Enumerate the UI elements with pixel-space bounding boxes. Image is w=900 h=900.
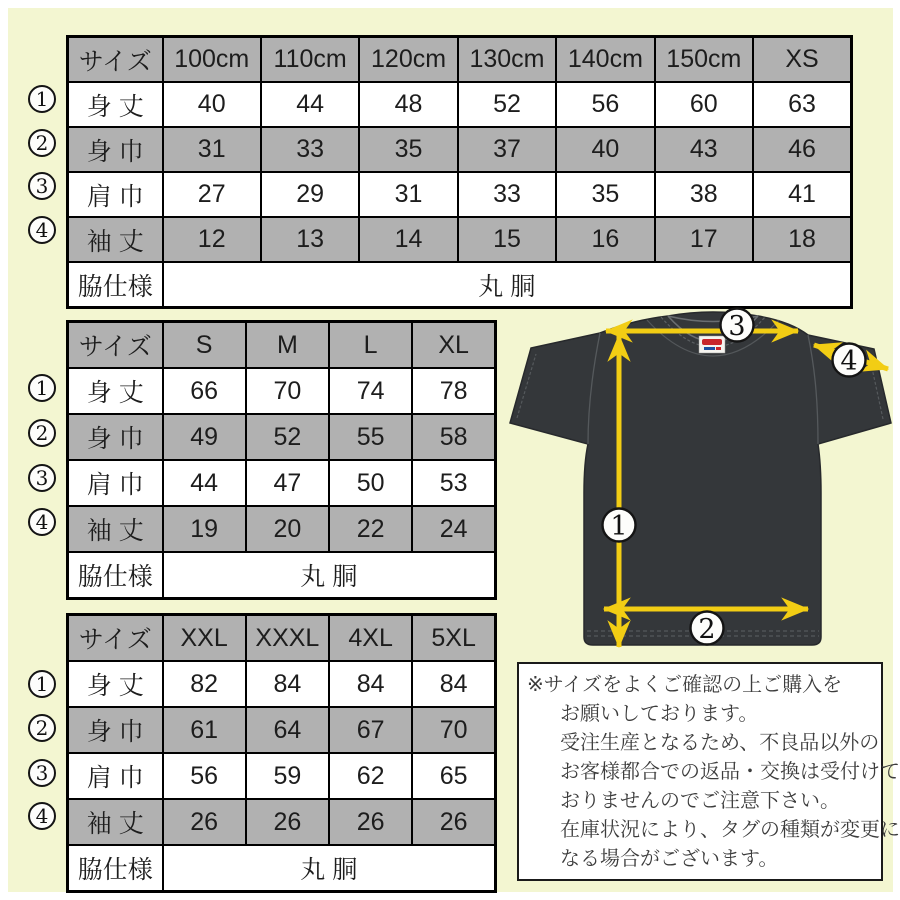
diagram-marker-2 — [691, 612, 724, 646]
size-table-kids — [66, 35, 853, 309]
value-cell: 31 — [163, 127, 261, 172]
column-header-cell: 130cm — [458, 37, 556, 83]
value-cell: 47 — [246, 460, 329, 506]
value-cell: 19 — [163, 506, 246, 552]
value-cell: 84 — [246, 661, 329, 707]
value-cell: 84 — [412, 661, 495, 707]
row-label: 身 巾 — [68, 414, 163, 460]
value-cell: 27 — [163, 172, 261, 217]
row-marker-2: 2 — [28, 419, 56, 447]
value-cell: 13 — [261, 217, 359, 262]
measurement-row — [68, 217, 852, 262]
header-row — [68, 322, 496, 369]
side-spec-row — [68, 262, 852, 308]
value-cell: 65 — [412, 753, 495, 799]
side-spec-label: 脇仕様 — [68, 262, 163, 308]
row-label: 身 丈 — [68, 661, 163, 707]
value-cell: 37 — [458, 127, 556, 172]
row-marker-4: 4 — [28, 802, 56, 830]
row-marker-1: 1 — [28, 670, 56, 698]
measurement-row — [68, 172, 852, 217]
value-cell: 14 — [359, 217, 457, 262]
size-table-adult — [66, 320, 497, 600]
value-cell: 78 — [412, 368, 495, 414]
value-cell: 44 — [163, 460, 246, 506]
measurement-row — [68, 127, 852, 172]
value-cell: 50 — [329, 460, 412, 506]
column-header-cell: XL — [412, 322, 495, 369]
side-spec-value: 丸 胴 — [163, 262, 852, 308]
size-table-large — [66, 613, 497, 893]
column-header-cell: 100cm — [163, 37, 261, 83]
value-cell: 56 — [556, 82, 654, 127]
value-cell: 84 — [329, 661, 412, 707]
value-cell: 15 — [458, 217, 556, 262]
value-cell: 56 — [163, 753, 246, 799]
diagram-marker-3 — [721, 309, 754, 343]
row-marker-1: 1 — [28, 85, 56, 113]
measurement-row — [68, 460, 496, 506]
row-marker-3: 3 — [28, 464, 56, 492]
column-header-cell: M — [246, 322, 329, 369]
value-cell: 38 — [655, 172, 753, 217]
value-cell: 44 — [261, 82, 359, 127]
column-header-cell: 110cm — [261, 37, 359, 83]
note-line: 受注生産となるため、不良品以外の — [560, 732, 880, 754]
value-cell: 49 — [163, 414, 246, 460]
value-cell: 63 — [753, 82, 851, 127]
measurement-row — [68, 506, 496, 552]
header-row — [68, 37, 852, 83]
row-label: 身 巾 — [68, 707, 163, 753]
diagram-marker-4-label: 4 — [840, 346, 858, 377]
diagram-marker-2-label: 2 — [698, 614, 716, 645]
value-cell: 48 — [359, 82, 457, 127]
value-cell: 22 — [329, 506, 412, 552]
value-cell: 61 — [163, 707, 246, 753]
value-cell: 55 — [329, 414, 412, 460]
size-table-kids-block — [66, 35, 853, 309]
column-header-cell: 150cm — [655, 37, 753, 83]
column-header-cell: XXL — [163, 615, 246, 662]
row-marker-2: 2 — [28, 129, 56, 157]
value-cell: 24 — [412, 506, 495, 552]
size-header-cell: サイズ — [68, 322, 163, 369]
note-line: おりませんのでご注意下さい。 — [560, 790, 840, 812]
row-marker-1: 1 — [28, 374, 56, 402]
column-header-cell: 120cm — [359, 37, 457, 83]
row-marker-2: 2 — [28, 714, 56, 742]
note-line: お客様都合での返品・交換は受付けて — [560, 761, 900, 783]
note-line: ※サイズをよくご確認の上ご購入を — [527, 674, 843, 696]
value-cell: 60 — [655, 82, 753, 127]
value-cell: 31 — [359, 172, 457, 217]
value-cell: 66 — [163, 368, 246, 414]
value-cell: 59 — [246, 753, 329, 799]
row-marker-3: 3 — [28, 172, 56, 200]
value-cell: 41 — [753, 172, 851, 217]
value-cell: 43 — [655, 127, 753, 172]
value-cell: 67 — [329, 707, 412, 753]
purchase-note-box — [517, 662, 900, 881]
value-cell: 26 — [246, 799, 329, 845]
value-cell: 52 — [246, 414, 329, 460]
value-cell: 33 — [458, 172, 556, 217]
row-label: 袖 丈 — [68, 506, 163, 552]
diagram-marker-3-label: 3 — [728, 311, 746, 342]
value-cell: 26 — [163, 799, 246, 845]
row-marker-4: 4 — [28, 216, 56, 244]
side-spec-value: 丸 胴 — [163, 845, 496, 892]
diagram-marker-1 — [603, 509, 636, 543]
side-spec-value: 丸 胴 — [163, 552, 496, 599]
diagram-marker-4 — [833, 344, 866, 378]
row-label: 袖 丈 — [68, 799, 163, 845]
value-cell: 35 — [359, 127, 457, 172]
value-cell: 52 — [458, 82, 556, 127]
value-cell: 35 — [556, 172, 654, 217]
row-label: 肩 巾 — [68, 753, 163, 799]
column-header-cell: 140cm — [556, 37, 654, 83]
value-cell: 64 — [246, 707, 329, 753]
value-cell: 70 — [412, 707, 495, 753]
side-spec-row — [68, 552, 496, 599]
measurement-row — [68, 799, 496, 845]
value-cell: 53 — [412, 460, 495, 506]
column-header-cell: 5XL — [412, 615, 495, 662]
size-header-cell: サイズ — [68, 615, 163, 662]
value-cell: 17 — [655, 217, 753, 262]
note-line: なる場合がございます。 — [560, 848, 779, 870]
row-marker-3: 3 — [28, 759, 56, 787]
value-cell: 29 — [261, 172, 359, 217]
side-spec-row — [68, 845, 496, 892]
side-spec-label: 脇仕様 — [68, 845, 163, 892]
measurement-row — [68, 661, 496, 707]
row-label: 身 丈 — [68, 368, 163, 414]
size-table-large-block — [66, 613, 497, 893]
value-cell: 20 — [246, 506, 329, 552]
note-line: お願いしております。 — [560, 703, 759, 725]
row-label: 肩 巾 — [68, 460, 163, 506]
row-label: 肩 巾 — [68, 172, 163, 217]
row-label: 身 丈 — [68, 82, 163, 127]
measurement-row — [68, 707, 496, 753]
value-cell: 82 — [163, 661, 246, 707]
row-label: 身 巾 — [68, 127, 163, 172]
measurement-row — [68, 753, 496, 799]
column-header-cell: XS — [753, 37, 851, 83]
column-header-cell: S — [163, 322, 246, 369]
size-table-adult-block — [66, 320, 497, 600]
header-row — [68, 615, 496, 662]
diagram-marker-1-label: 1 — [610, 511, 628, 542]
note-line: 在庫状況により、タグの種類が変更に — [560, 819, 900, 841]
row-label: 袖 丈 — [68, 217, 163, 262]
row-marker-4: 4 — [28, 508, 56, 536]
measurement-row — [68, 82, 852, 127]
value-cell: 62 — [329, 753, 412, 799]
value-cell: 58 — [412, 414, 495, 460]
side-spec-label: 脇仕様 — [68, 552, 163, 599]
value-cell: 18 — [753, 217, 851, 262]
measurement-row — [68, 368, 496, 414]
value-cell: 12 — [163, 217, 261, 262]
tshirt-measurement-diagram — [500, 303, 900, 660]
value-cell: 40 — [556, 127, 654, 172]
measurement-row — [68, 414, 496, 460]
column-header-cell: L — [329, 322, 412, 369]
value-cell: 46 — [753, 127, 851, 172]
value-cell: 70 — [246, 368, 329, 414]
value-cell: 26 — [329, 799, 412, 845]
value-cell: 40 — [163, 82, 261, 127]
column-header-cell: XXXL — [246, 615, 329, 662]
neck-tag — [699, 336, 725, 353]
value-cell: 26 — [412, 799, 495, 845]
size-header-cell: サイズ — [68, 37, 163, 83]
value-cell: 16 — [556, 217, 654, 262]
value-cell: 33 — [261, 127, 359, 172]
column-header-cell: 4XL — [329, 615, 412, 662]
value-cell: 74 — [329, 368, 412, 414]
